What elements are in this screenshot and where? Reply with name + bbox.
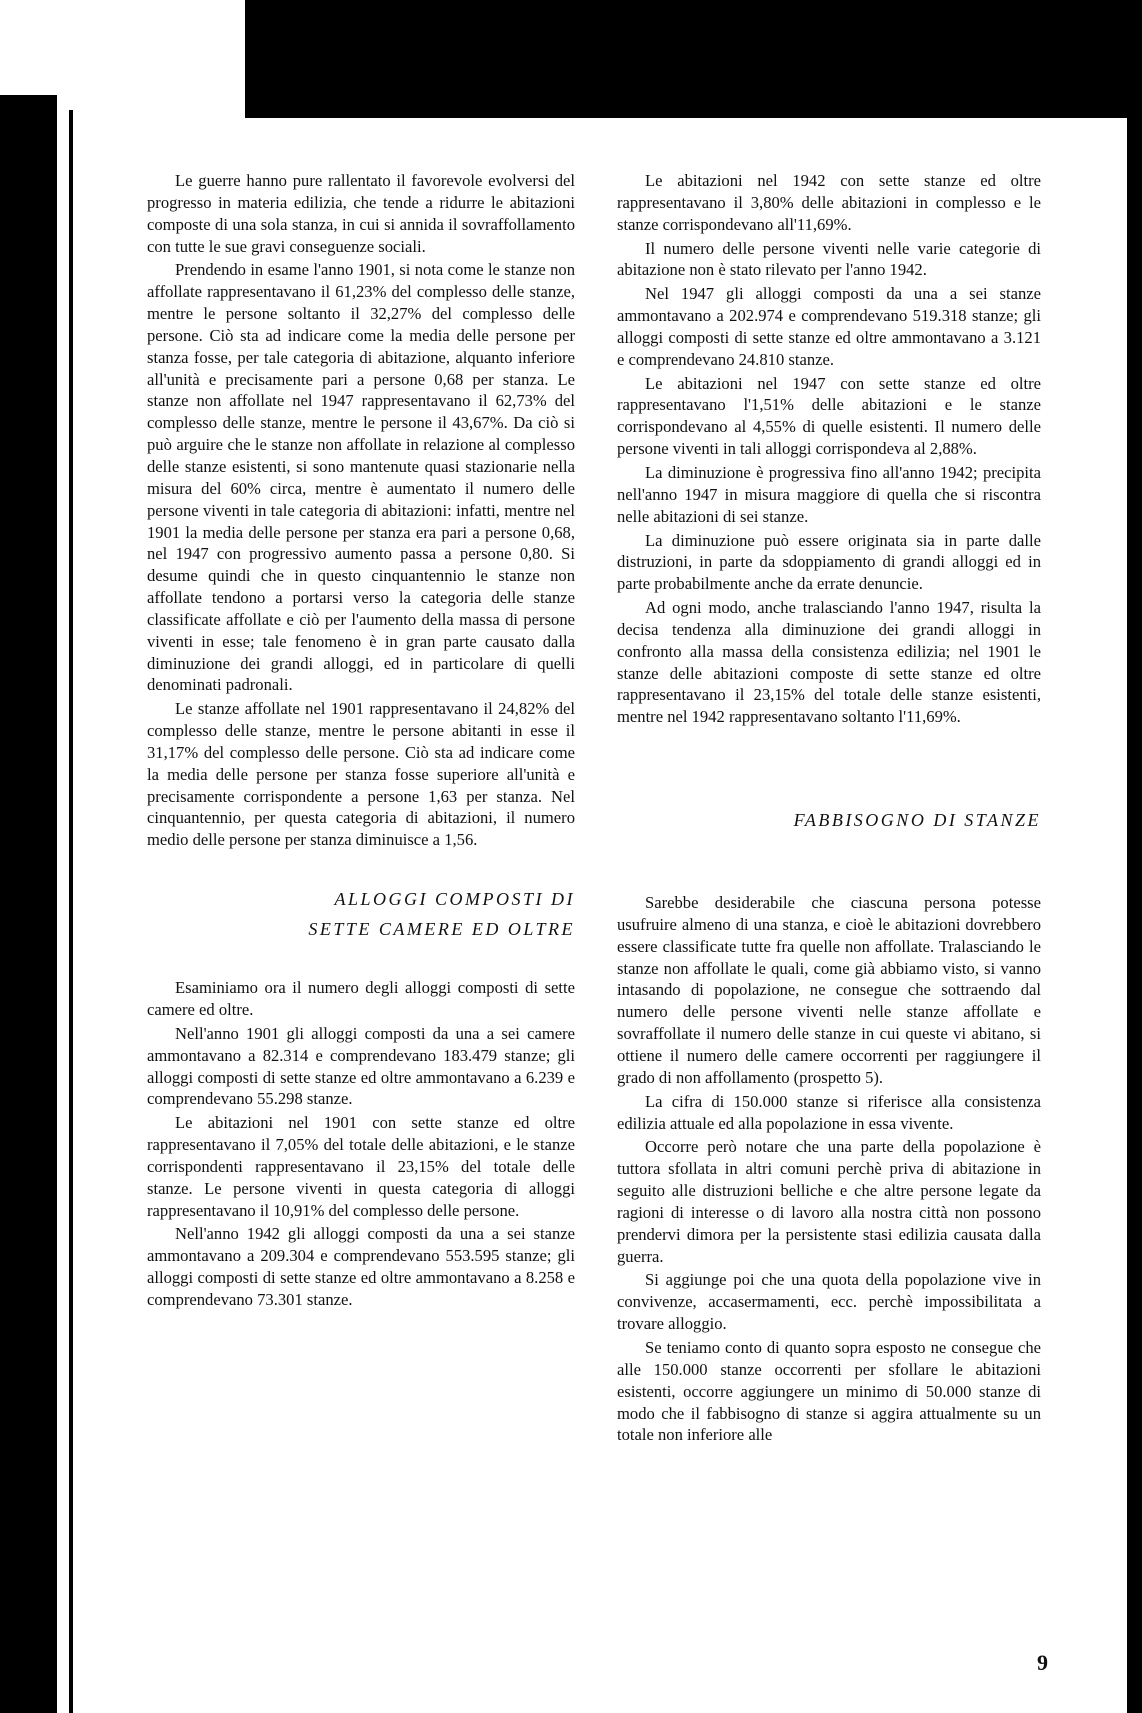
- paragraph: Nell'anno 1942 gli alloggi composti da una a sei stanze ammontavano a 209.304 e comprendevano 553.595 stanze; gli alloggi composti di sette stanze ed oltre ammontavano a 8.258 e comprendevano 73.301 stanze.: [147, 1224, 575, 1309]
- paragraph: Nel 1947 gli alloggi composti da una a sei stanze ammontavano a 202.974 e comprendevano 519.318 stanze; gli alloggi composti di sette stanze ed oltre ammontavano a 3.121 e comprendevano 24.810 stanze.: [617, 284, 1041, 369]
- paragraph: Se teniamo conto di quanto sopra esposto ne consegue che alle 150.000 stanze occorrenti per sfollare le abitazioni esistenti, occorre aggiungere un minimo di 50.000 stanze di modo che il fabbisogno di stanze si aggira attualmente su un totale non inferiore alle: [617, 1337, 1041, 1445]
- paragraph: La diminuzione è progressiva fino all'anno 1942; precipita nell'anno 1947 in misura maggiore di quella che si riscontra nelle abitazioni di sei stanze.: [617, 462, 1041, 526]
- paragraph: Prendendo in esame l'anno 1901, si nota come le stanze non affollate rappresentavano il 61,23% del complesso delle stanze, mentre le persone soltanto il 32,27% del complesso delle persone. Ciò sta ad indicare come la media delle persone per stanza fosse, per tale categoria di abitazione, alquanto inferiore all'unità e precisamente pari a persone 0,68 per stanza. Le stanze non affollate nel 1947 rappresentavano il 62,73% del complesso delle stanze, mentre le persone il 43,67%. Da ciò si può arguire che le stanze non affollate in relazione al complesso delle stanze esistenti, si sono mantenute quasi stazionarie nella misura del 60% circa, mentre è aumentato il numero delle persone viventi in tale categoria di abitazioni: infatti, mentre nel 1901 la media delle persone per stanza era pari a persone 0,68, nel 1947 con progressivo aumento passa a persone 0,80. Si desume quindi che in questo cinquantennio le stanze non affollate tendono a portarsi verso la categoria delle stanze classificate affollate e ciò per l'aumento della massa di persone viventi in esse; tale fenomeno è in gran parte causato dalla diminuzione dei grandi alloggi, ed in particolare di quelli denominati padronali.: [147, 260, 575, 695]
- right-column: [617, 170, 1041, 1448]
- paragraph: Si aggiunge poi che una quota della popolazione vive in convivenze, accasermamenti, ecc. perchè impossibilitata a trovare alloggio.: [617, 1270, 1041, 1334]
- scan-border-top: [245, 0, 1142, 118]
- paragraph: Nell'anno 1901 gli alloggi composti da una a sei camere ammontavano a 82.314 e comprendevano 183.479 stanze; gli alloggi composti di sette stanze ed oltre ammontavano a 6.239 e comprendevano 55.298 stanze.: [147, 1023, 575, 1109]
- paragraph: Ad ogni modo, anche tralasciando l'anno 1947, risulta la decisa tendenza alla diminuzione dei grandi alloggi in confronto alla massa della consistenza edilizia; nel 1901 le stanze delle abitazioni composte di sette stanze ed oltre rappresentavano il 23,15% del totale delle stanze esistenti, mentre nel 1942 rappresentavano soltanto l'11,69%.: [617, 598, 1041, 727]
- paragraph: Le abitazioni nel 1942 con sette stanze ed oltre rappresentavano il 3,80% delle abitazioni in complesso e le stanze corrispondevano all'11,69%.: [617, 171, 1041, 234]
- page-number: 9: [1037, 1650, 1048, 1675]
- left-column: [147, 170, 575, 1313]
- section-heading: [147, 885, 575, 943]
- paragraph: Le stanze affollate nel 1901 rappresentavano il 24,82% del complesso delle stanze, mentre le persone abitanti in esse il 31,17% del complesso delle persone. Ciò sta ad indicare come la media delle persone per stanza fosse superiore all'unità e precisamente corrispondente a persone 1,63 per stanza. Nel cinquantennio, per questa categoria di abitazioni, il numero medio delle persone per stanza diminuisce a 1,56.: [147, 699, 575, 850]
- heading-line: ALLOGGI COMPOSTI DI: [334, 889, 575, 910]
- paragraph: Le guerre hanno pure rallentato il favorevole evolversi del progresso in materia edilizia, che tende a ridurre le abitazioni composte di una sola stanza, in cui si annida il sovraffollamento con tutte le sue gravi conseguenze sociali.: [147, 171, 575, 256]
- paragraph: Esaminiamo ora il numero degli alloggi composti di sette camere ed oltre.: [147, 978, 575, 1019]
- paragraph: Le abitazioni nel 1947 con sette stanze ed oltre rappresentavano l'1,51% delle abitazioni e le stanze corrispondevano al 4,55% di quelle esistenti. Il numero delle persone viventi in tali alloggi corrispondeva al 2,88%.: [617, 373, 1041, 459]
- heading-line: SETTE CAMERE ED OLTRE: [308, 919, 575, 940]
- paragraph: Il numero delle persone viventi nelle varie categorie di abitazione non è stato rilevato per l'anno 1942.: [617, 238, 1041, 280]
- heading-line: FABBISOGNO DI STANZE: [793, 810, 1041, 831]
- scan-border-gap: [57, 105, 69, 1713]
- paragraph: Sarebbe desiderabile che ciascuna persona potesse usufruire almeno di una stanza, e cioè le abitazioni dovrebbero essere classificate tutte fra quelle non affollate. Tralasciando le stanze non affollate le quali, come già abbiamo visto, si vanno intasando di popolazione, ne consegue che sottraendo dal numero delle persone viventi nelle stanze affollate e sovraffollate il numero delle stanze in cui queste vi abitano, si ottiene il numero delle camere occorrenti per raggiungere il grado di non affollamento (prospetto 5).: [617, 893, 1041, 1087]
- paragraph: La cifra di 150.000 stanze si riferisce alla consistenza edilizia attuale ed alla popolazione in essa vivente.: [617, 1091, 1041, 1133]
- paragraph: Occorre però notare che una parte della popolazione è tuttora sfollata in altri comuni perchè priva di abitazione in seguito alle distruzioni belliche e che altre persone legate da ragioni di interesse o di lavoro alla nostra città non possono prendervi dimora per la persistente stasi edilizia causata dalla guerra.: [617, 1137, 1041, 1266]
- scan-border-right: [1127, 0, 1142, 1713]
- scan-border-left: [0, 95, 57, 1713]
- paragraph: Le abitazioni nel 1901 con sette stanze ed oltre rappresentavano il 7,05% del totale delle abitazioni, e le stanze corrispondenti rappresentavano il 23,15% del totale delle stanze. Le persone viventi in questa categoria di alloggi rappresentavano il 10,91% del complesso delle persone.: [147, 1113, 575, 1220]
- section-heading: [617, 806, 1041, 834]
- paragraph: La diminuzione può essere originata sia in parte dalle distruzioni, in parte da sdoppiamento di grandi alloggi ed in parte probabilmente anche da errate denuncie.: [617, 530, 1041, 594]
